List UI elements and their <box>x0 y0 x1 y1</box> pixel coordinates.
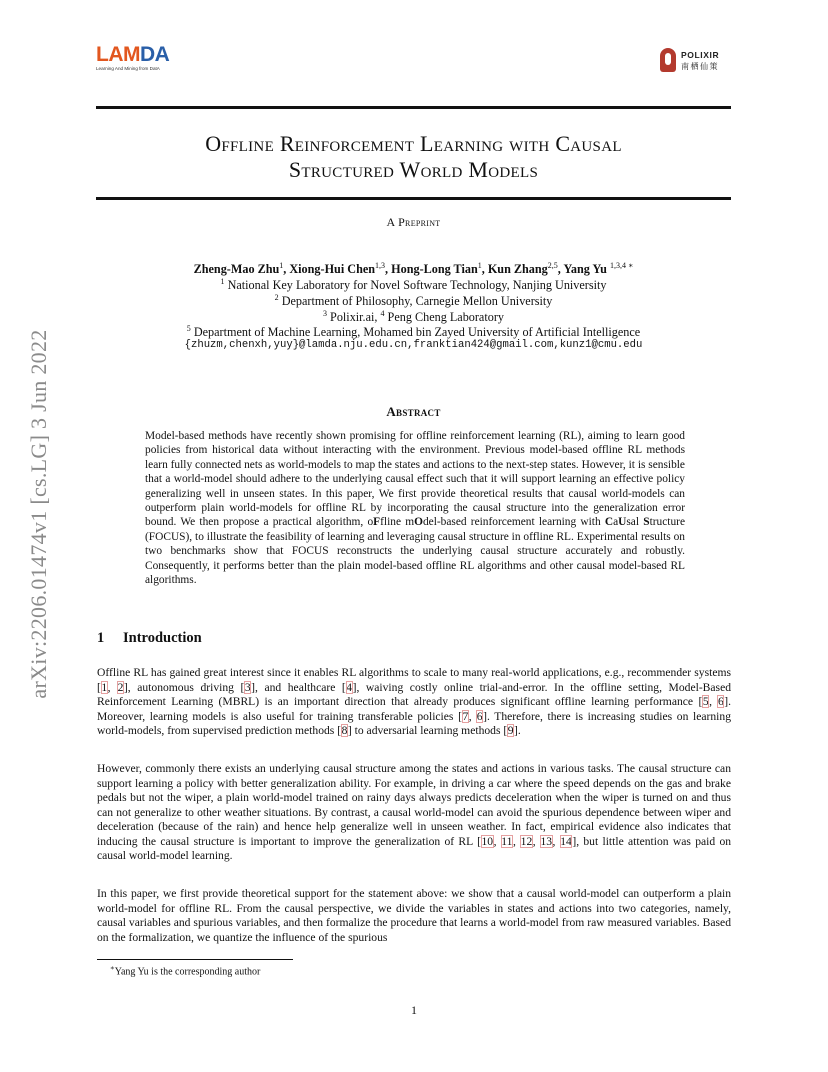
author: Xiong-Hui Chen$^{1,3}$, <box>289 261 392 277</box>
citation-link[interactable]: 14 <box>560 834 572 848</box>
intro-paragraph-2: However, commonly there exists an underlying causal structure among the states and actions in various tasks. The causal structure can support learning a policy with better generalization ability. For example, in driving a car where the speed depends on the gas and brake pedals but not the wiper, a plain world-model trained on rainy days always predicts deceleration when the wiper is turned on and thus can not generalize to other weather situations. By contrast, a causal world-model can avoid the spurious dependence between wiper and deceleration (because of the rain) and hence help generalize well in unseen weather. In fact, empirical evidence also indicates that inducing the causal structure is important to improve the generalization of RL [10, 11, 12, 13, 14], but little attention was paid on causal world-model learning. <box>97 762 732 862</box>
citation-link[interactable]: 10 <box>481 834 494 848</box>
polixir-name: POLIXIR <box>681 50 720 60</box>
author: Hong-Long Tian$^1$, <box>391 261 488 277</box>
intro-paragraph-3: In this paper, we first provide theoretical support for the statement above: we show that a causal world-model can outperform a plain world-model for offline RL. From the causal perspective, we divide the variables in states and actions into two categories, namely, causal variables and spurious variables, and then formalize the procedure that learns a world-model from raw measured variables. Based on the formalization, we quantize the influence of the spurious <box>97 887 731 944</box>
preprint-label: A Preprint <box>386 215 441 229</box>
footnote-rule <box>97 959 293 960</box>
citation-link[interactable]: 9 <box>507 724 514 737</box>
title-bottom-rule <box>96 197 731 200</box>
footnote: ∗Yang Yu is the corresponding author <box>110 964 261 978</box>
citation-link[interactable]: 1 <box>101 680 108 694</box>
section-heading: 1 Introduction <box>97 630 202 646</box>
author: Zheng-Mao Zhu$^1$, <box>193 261 290 277</box>
intro-paragraph-1: Offline RL has gained great interest since it enables RL algorithms to scale to many real-world applications, e.g., recommender systems [1, 2], autonomous driving [3], and healthcare [4], waiving costly online trial-and-error. In the offline setting, Model-Based Reinforcement Learning (MBRL) is an important direction that already produces significant offline learning performance [5, 6]. Moreover, learning models is also useful for training transferable policies [7, 6]. Therefore, there is increasing studies on learning world-models, from supervised prediction methods [8] to adversarial learning methods [9]. <box>97 666 732 737</box>
citation-link[interactable]: 3 <box>244 680 251 694</box>
polixir-chinese-name: 南栖仙策 <box>681 62 719 71</box>
citation-link[interactable]: 6 <box>717 695 724 708</box>
author: Yang Yu $^{1,3,4 ∗}$ <box>563 261 634 277</box>
citation-link[interactable]: 5 <box>702 695 709 708</box>
polixir-emblem-icon <box>660 48 676 72</box>
citation-link[interactable]: 6 <box>476 709 483 723</box>
citation-link[interactable]: 2 <box>117 680 124 694</box>
affiliation-2: $^2$ Department of Philosophy, Carnegie Mellon University <box>274 293 553 309</box>
paper-title <box>96 131 731 183</box>
citation-link[interactable]: 13 <box>540 834 553 848</box>
lamda-tagline: Learning And Mining from DatA <box>96 66 160 71</box>
author-emails: {zhuzm,chenxh,yuy}@lamda.nju.edu.cn,franktian424@gmail.com,kunz1@cmu.edu <box>184 339 643 351</box>
arxiv-stamp: arXiv:2206.01474v1 [cs.LG] 3 Jun 2022 <box>26 329 51 699</box>
title-line-2: Structured World Models <box>288 157 539 182</box>
polixir-logo <box>660 48 734 76</box>
lamda-logo <box>96 44 216 76</box>
affiliation-1: $^1$ National Key Laboratory for Novel Software Technology, Nanjing University <box>220 277 607 293</box>
abstract-heading: Abstract <box>386 404 441 419</box>
title-line-1: Offline Reinforcement Learning with Causal <box>205 131 622 156</box>
lamda-wordmark: LAMDA <box>96 43 170 66</box>
affiliation-3-4: $^3$ Polixir.ai, $^4$ Peng Cheng Laboratory <box>323 309 504 325</box>
author: Kun Zhang$^{2,5}$, <box>487 261 564 277</box>
title-top-rule <box>96 106 731 109</box>
citation-link[interactable]: 7 <box>462 709 469 723</box>
citation-link[interactable]: 12 <box>520 834 533 848</box>
citation-link[interactable]: 8 <box>341 724 348 737</box>
affiliation-5: $^5$ Department of Machine Learning, Mohamed bin Zayed University of Artificial Intelligence <box>186 324 641 340</box>
abstract-body: Model-based methods have recently shown promising for offline reinforcement learning (RL), aiming to learn good policies from historical data without interacting with the environment. Previous model-based offline RL methods learn fully connected nets as world-models to map the states and actions to the next-step states. However, it is sensible that a world-model should adhere to the underlying causal effect such that it will support learning an effective policy generalizing well in unseen states. In this paper, We first provide theoretical results that causal world-models can outperform plain world-models for offline RL by incorporating the causal structure into the generalization error bound. We then propose a practical algorithm, oFfline mOdel-based reinforcement learning with CaUsal Structure (FOCUS), to illustrate the feasibility of learning and leveraging causal structure in offline RL. Experimental results on two benchmarks show that FOCUS reconstructs the underlying causal structure accurately and robustly. Consequently, it performs better than the plain model-based offline RL algorithms and other causal model-based RL algorithms. <box>145 430 685 587</box>
page-number: 1 <box>411 1003 417 1017</box>
citation-link[interactable]: 4 <box>346 680 353 694</box>
citation-link[interactable]: 11 <box>501 834 513 848</box>
